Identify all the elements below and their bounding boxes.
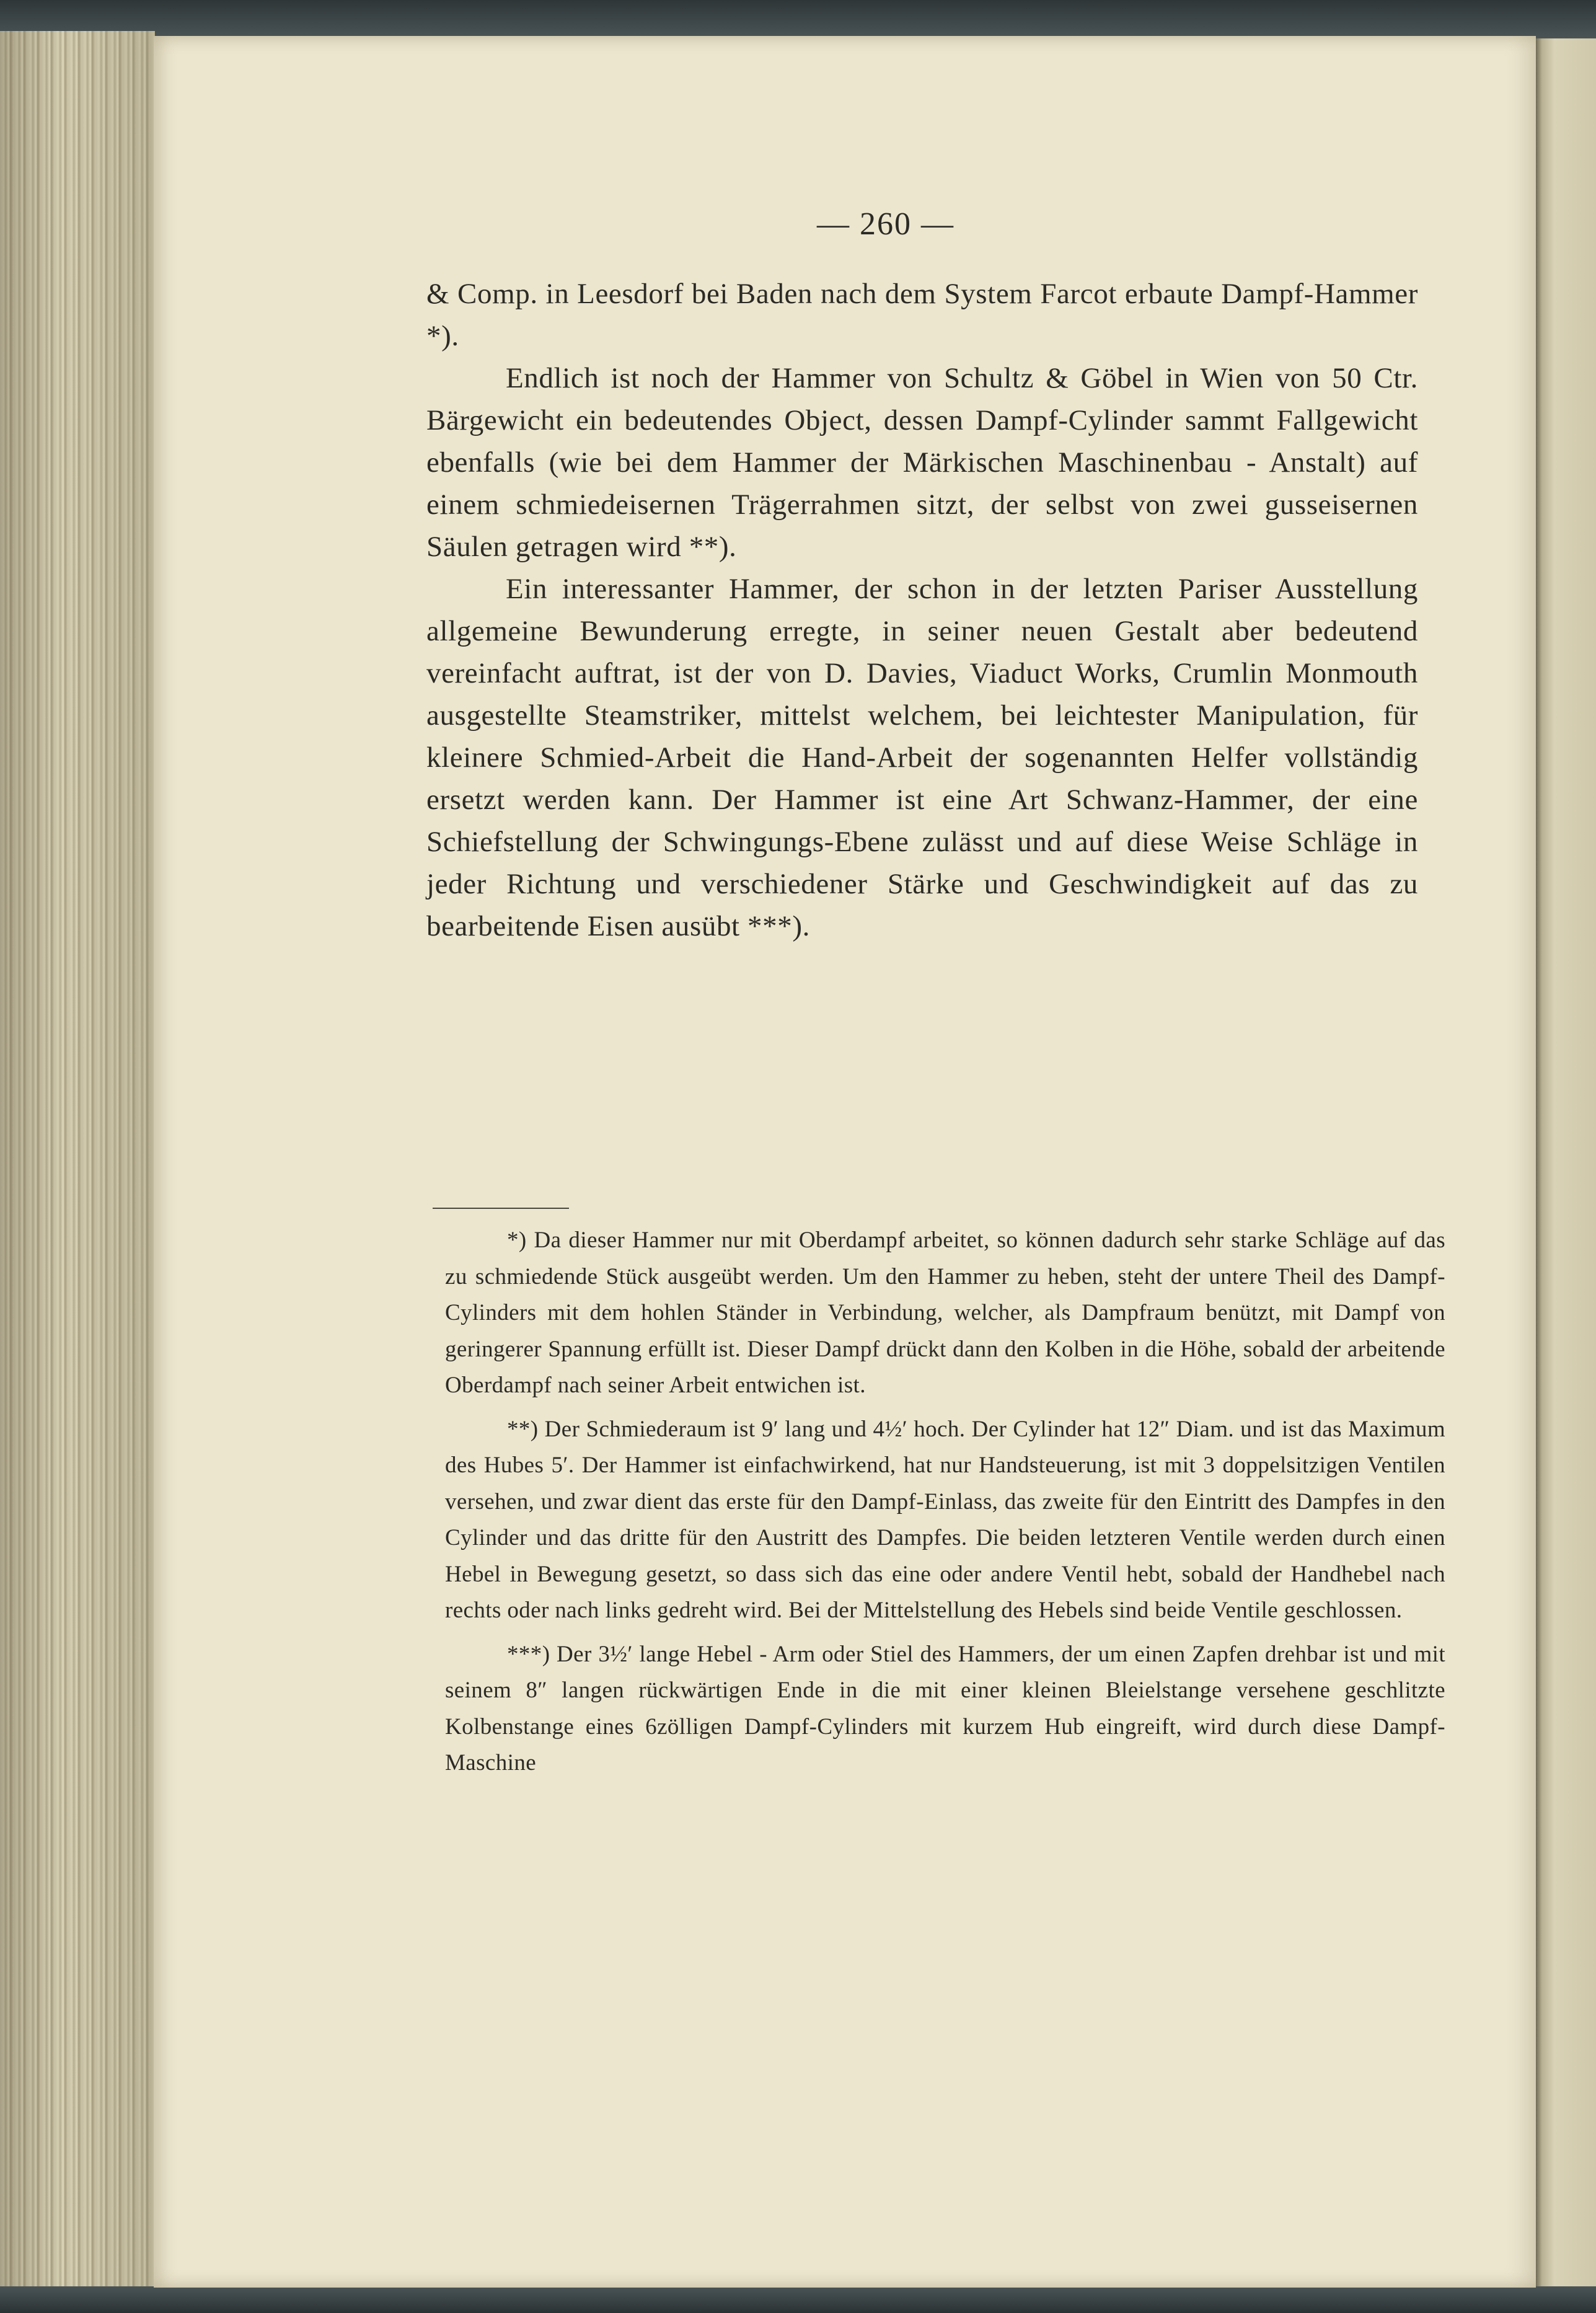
footnotes [445, 1223, 1445, 1789]
paragraph-continuation: & Comp. in Leesdorf bei Baden nach dem System Farcot erbaute Dampf-Hammer *). [426, 278, 1418, 352]
scanner-frame-bottom [0, 2286, 1596, 2313]
footnote-1: *) Da dieser Hammer nur mit Oberdampf arbeitet, so können dadurch sehr starke Schläge auf das zu schmiedende Stück ausgeübt werden. Um den Hammer zu heben, steht der untere Theil des Dampf-Cylinders mit dem hohlen Ständer in Verbindung, welcher, als Dampfraum benützt, mit Dampf von geringerer Spannung erfüllt ist. Dieser Dampf drückt dann den Kolben in die Höhe, sobald der arbeitende Oberdampf nach seiner Arbeit entwichen ist. [445, 1227, 1445, 1398]
stacked-page-edges [0, 31, 155, 2288]
paragraph-steamstriker: Ein interessanter Hammer, der schon in der letzten Pariser Ausstellung allgemeine Bewunderung erregte, in seiner neuen Gestalt aber bedeutend vereinfacht auftrat, ist der von D. Davies, Viaduct Works, Crumlin Monmouth ausgestellte Steamstriker, mittelst welchem, bei leichtester Manipulation, für kleinere Schmied-Arbeit die Hand-Arbeit der sogenannten Helfer vollständig ersetzt werden kann. Der Hammer ist eine Art Schwanz-Hammer, der eine Schiefstellung der Schwingungs-Ebene zulässt und auf diese Weise Schläge in jeder Richtung und verschiedener Stärke und Geschwindigkeit auf das zu bearbeitende Eisen ausübt ***). [426, 573, 1418, 942]
footnote-3: ***) Der 3½′ lange Hebel - Arm oder Stiel des Hammers, der um einen Zapfen drehbar ist und mit seinem 8″ langen rückwärtigen Ende in die mit einer kleinen Bleielstange versehene geschlitzte Kolbenstange eines 6zölligen Dampf-Cylinders mit kurzem Hub eingreift, wird durch diese Dampf-Maschine [445, 1641, 1445, 1776]
page-number: — 260 — [817, 206, 955, 242]
paragraph-schultz-goebel-hammer: Endlich ist noch der Hammer von Schultz & Göbel in Wien von 50 Ctr. Bärgewicht ein bedeutendes Object, dessen Dampf-Cylinder sammt Fallgewicht ebenfalls (wie bei dem Hammer der Märkischen Maschinenbau - Anstalt) auf einem schmiedeisernen Trägerrahmen sitzt, der selbst von zwei gusseisernen Säulen getragen wird **). [426, 362, 1418, 563]
footnote-divider [433, 1208, 569, 1209]
next-page-edge [1536, 38, 1596, 2286]
footnote-2: **) Der Schmiederaum ist 9′ lang und 4½′ hoch. Der Cylinder hat 12″ Diam. und ist das Maximum des Hubes 5′. Der Hammer ist einfachwirkend, hat nur Handsteuerung, ist mit 3 doppelsitzigen Ventilen versehen, und zwar dient das erste für den Dampf-Einlass, das zweite für den Eintritt des Dampfes in den Cylinder und das dritte für den Austritt des Dampfes. Die beiden letzteren Ventile werden durch einen Hebel in Bewegung gesetzt, so dass sich das eine oder andere Ventil hebt, sobald der Handhebel nach rechts oder nach links gedreht wird. Bei der Mittelstellung des Hebels sind beide Ventile geschlossen. [445, 1416, 1445, 1623]
scanner-frame-top [0, 0, 1596, 38]
main-text [426, 273, 1418, 947]
